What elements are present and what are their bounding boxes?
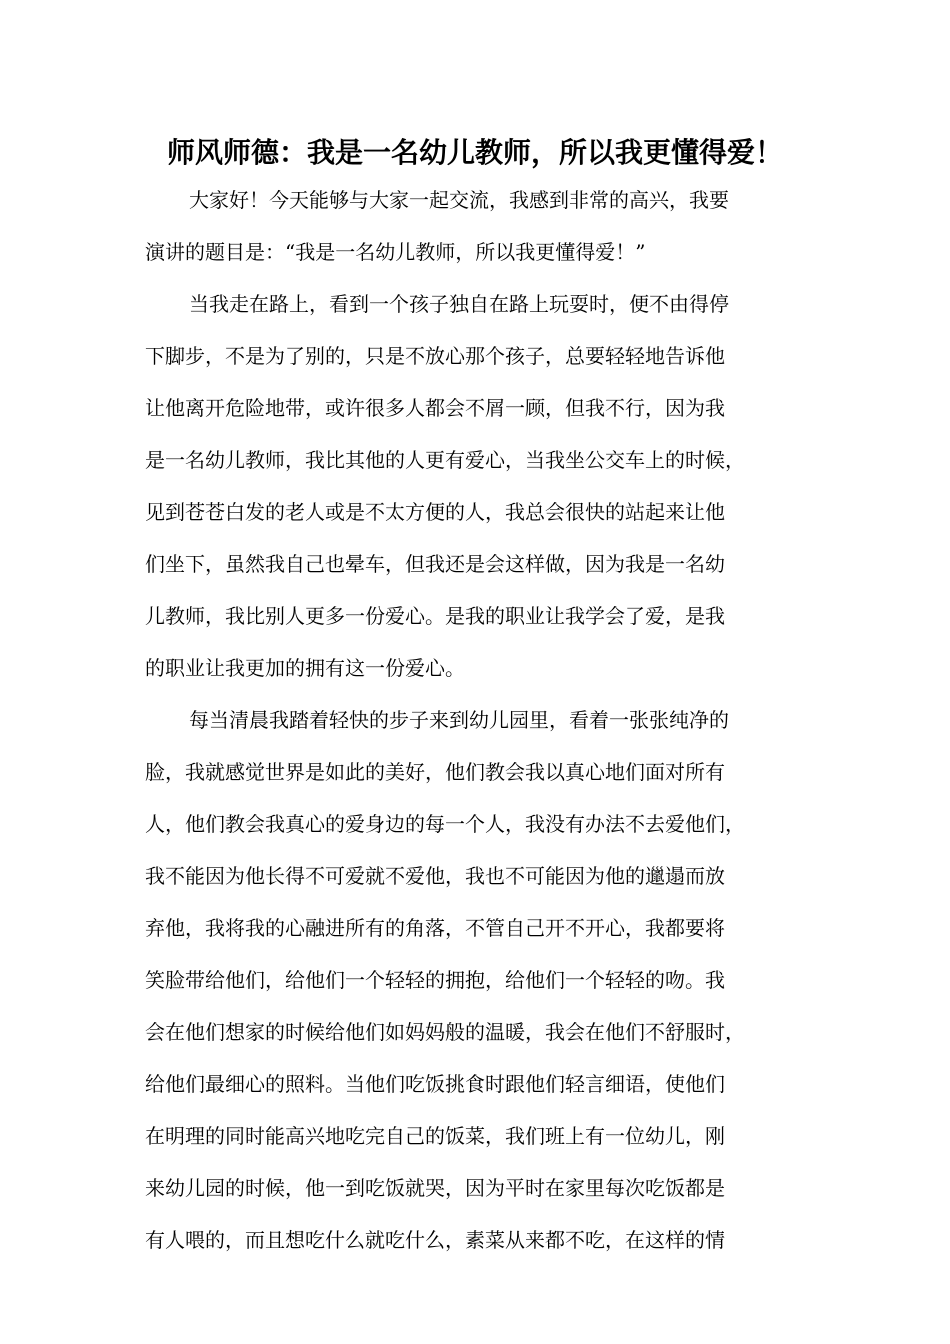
paragraph-2-line-5: 见到苍苍白发的老人或是不太方便的人，我总会很快的站起来让他 xyxy=(145,500,725,524)
paragraph-3-line-3: 人，他们教会我真心的爱身边的每一个人，我没有办法不去爱他们， xyxy=(145,812,745,836)
paragraph-3-line-5: 弃他，我将我的心融进所有的角落，不管自己开不开心，我都要将 xyxy=(145,916,725,940)
paragraph-1-line-2: 演讲的题目是：“我是一名幼儿教师，所以我更懂得爱！” xyxy=(145,240,646,264)
paragraph-3-line-11: 有人喂的，而且想吃什么就吃什么，素菜从来都不吃，在这样的情 xyxy=(145,1228,725,1252)
paragraph-3-line-10: 来幼儿园的时候，他一到吃饭就哭，因为平时在家里每次吃饭都是 xyxy=(145,1176,725,1200)
paragraph-2-line-3: 让他离开危险地带，或许很多人都会不屑一顾，但我不行，因为我 xyxy=(145,396,725,420)
paragraph-3-line-1: 每当清晨我踏着轻快的步子来到幼儿园里，看着一张张纯净的 xyxy=(189,708,729,732)
paragraph-3-line-8: 给他们最细心的照料。当他们吃饭挑食时跟他们轻言细语，使他们 xyxy=(145,1072,725,1096)
paragraph-3-line-6: 笑脸带给他们，给他们一个轻轻的拥抱，给他们一个轻轻的吻。我 xyxy=(145,968,725,992)
paragraph-2-line-6: 们坐下，虽然我自己也晕车，但我还是会这样做，因为我是一名幼 xyxy=(145,552,725,576)
paragraph-3-line-2: 脸，我就感觉世界是如此的美好，他们教会我以真心地们面对所有 xyxy=(145,760,725,784)
paragraph-3-line-9: 在明理的同时能高兴地吃完自己的饭菜，我们班上有一位幼儿，刚 xyxy=(145,1124,725,1148)
document-title: 师风师德：我是一名幼儿教师，所以我更懂得爱！ xyxy=(166,136,783,169)
paragraph-1-line-1: 大家好！今天能够与大家一起交流，我感到非常的高兴，我要 xyxy=(189,188,729,212)
paragraph-2-line-1: 当我走在路上，看到一个孩子独自在路上玩耍时，便不由得停 xyxy=(189,292,729,316)
paragraph-2-line-4: 是一名幼儿教师，我比其他的人更有爱心，当我坐公交车上的时候， xyxy=(145,448,745,472)
paragraph-3-line-7: 会在他们想家的时候给他们如妈妈般的温暖，我会在他们不舒服时， xyxy=(145,1020,745,1044)
paragraph-3-line-4: 我不能因为他长得不可爱就不爱他，我也不可能因为他的邋遢而放 xyxy=(145,864,725,888)
paragraph-2-line-2: 下脚步，不是为了别的，只是不放心那个孩子，总要轻轻地告诉他 xyxy=(145,344,725,368)
paragraph-2-line-8: 的职业让我更加的拥有这一份爱心。 xyxy=(145,656,465,680)
paragraph-2-line-7: 儿教师，我比别人更多一份爱心。是我的职业让我学会了爱，是我 xyxy=(145,604,725,628)
